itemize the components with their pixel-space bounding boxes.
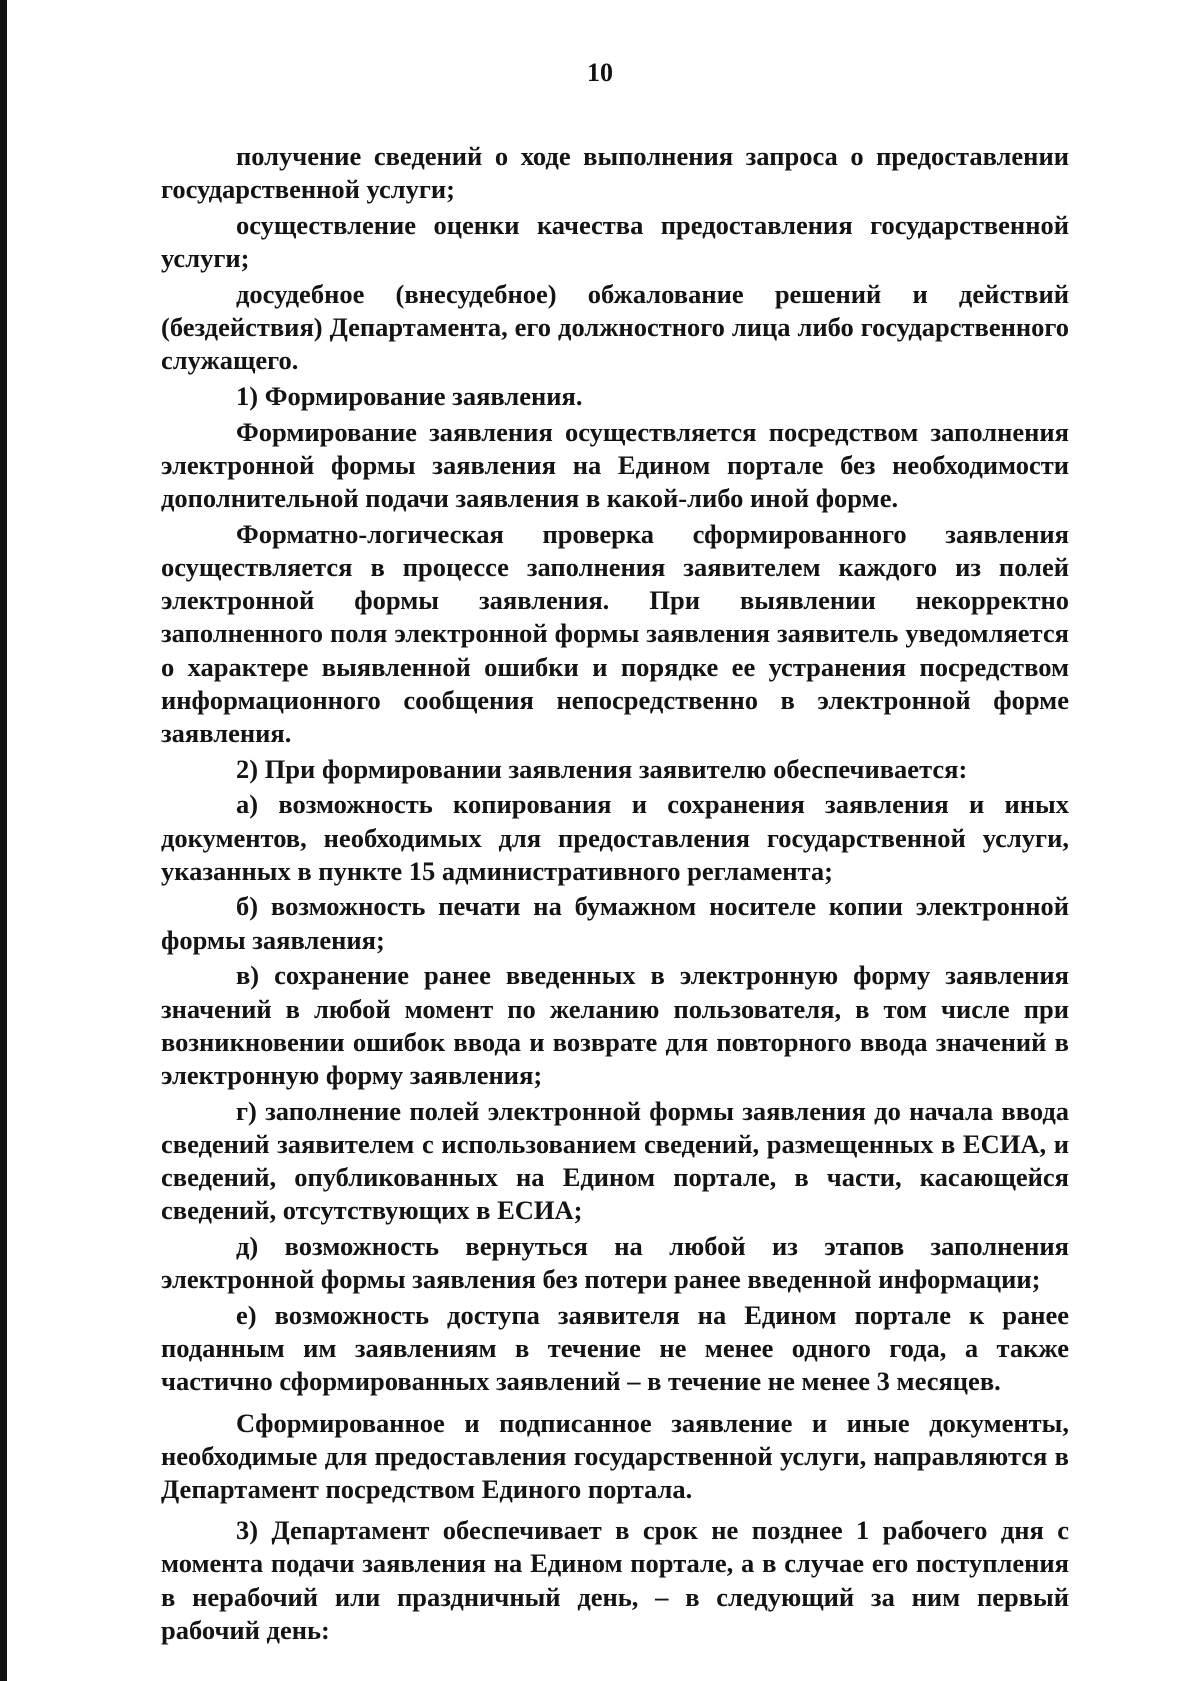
scan-left-edge (0, 0, 7, 1681)
paragraph: осуществление оценки качества предоставления государственной услуги; (161, 209, 1069, 274)
paragraph: 2) При формировании заявления заявителю обеспечивается: (236, 753, 968, 784)
page-number: 10 (587, 58, 613, 87)
paragraph: 1) Формирование заявления. (236, 380, 583, 411)
paragraph: а) возможность копирования и сохранения заявления и иных документов, необходимых для предоставления государственной услуги, указанных в пункте 15 административного регламента; (161, 789, 1069, 886)
paragraph: д) возможность вернуться на любой из этапов заполнения электронной формы заявления без потери ранее введенной информации; (161, 1231, 1069, 1295)
paragraph: получение сведений о ходе выполнения запроса о предоставлении государственной услуги; (161, 141, 1069, 205)
paragraph: е) возможность доступа заявителя на Едином портале к ранее поданным им заявлениям в течение не менее одного года, а также частично сформированных заявлений – в течение не менее 3 месяцев. (161, 1299, 1069, 1397)
paragraph: 3) Департамент обеспечивает в срок не позднее 1 рабочего дня с момента подачи заявления на Едином портале, а в случае его поступления в нерабочий или праздничный день, – в следующий за ним первый рабочий день: (161, 1515, 1069, 1645)
document-body (161, 140, 1069, 1649)
paragraph: Сформированное и подписанное заявление и иные документы, необходимые для предоставления государственной услуги, направляются в Департамент посредством Единого портала. (161, 1407, 1069, 1504)
paragraph: г) заполнение полей электронной формы заявления до начала ввода сведений заявителем с использованием сведений, размещенных в ЕСИА, и сведений, опубликованных на Едином портале, в части, касающейся сведений, отсутствующих в ЕСИА; (161, 1095, 1069, 1226)
paragraph: досудебное (внесудебное) обжалование решений и действий (бездействия) Департамента, его должностного лица либо государственного служащего. (161, 278, 1069, 376)
paragraph: б) возможность печати на бумажном носителе копии электронной формы заявления; (161, 891, 1069, 955)
paragraph: Формирование заявления осуществляется посредством заполнения электронной формы заявления на Едином портале без необходимости дополнительной подачи заявления в какой-либо иной форме. (161, 416, 1069, 514)
paragraph: Форматно-логическая проверка сформированного заявления осуществляется в процессе заполнения заявителем каждого из полей электронной формы заявления. При выявлении некорректно заполненного поля электронной формы заявления заявитель уведомляется о характере выявленной ошибки и порядке ее устранения посредством информационного сообщения непосредственно в электронной форме заявления. (161, 518, 1069, 748)
paragraph: в) сохранение ранее введенных в электронную форму заявления значений в любой момент по желанию пользователя, в том числе при возникновении ошибок ввода и возврате для повторного ввода значений в электронную форму заявления; (161, 960, 1069, 1090)
